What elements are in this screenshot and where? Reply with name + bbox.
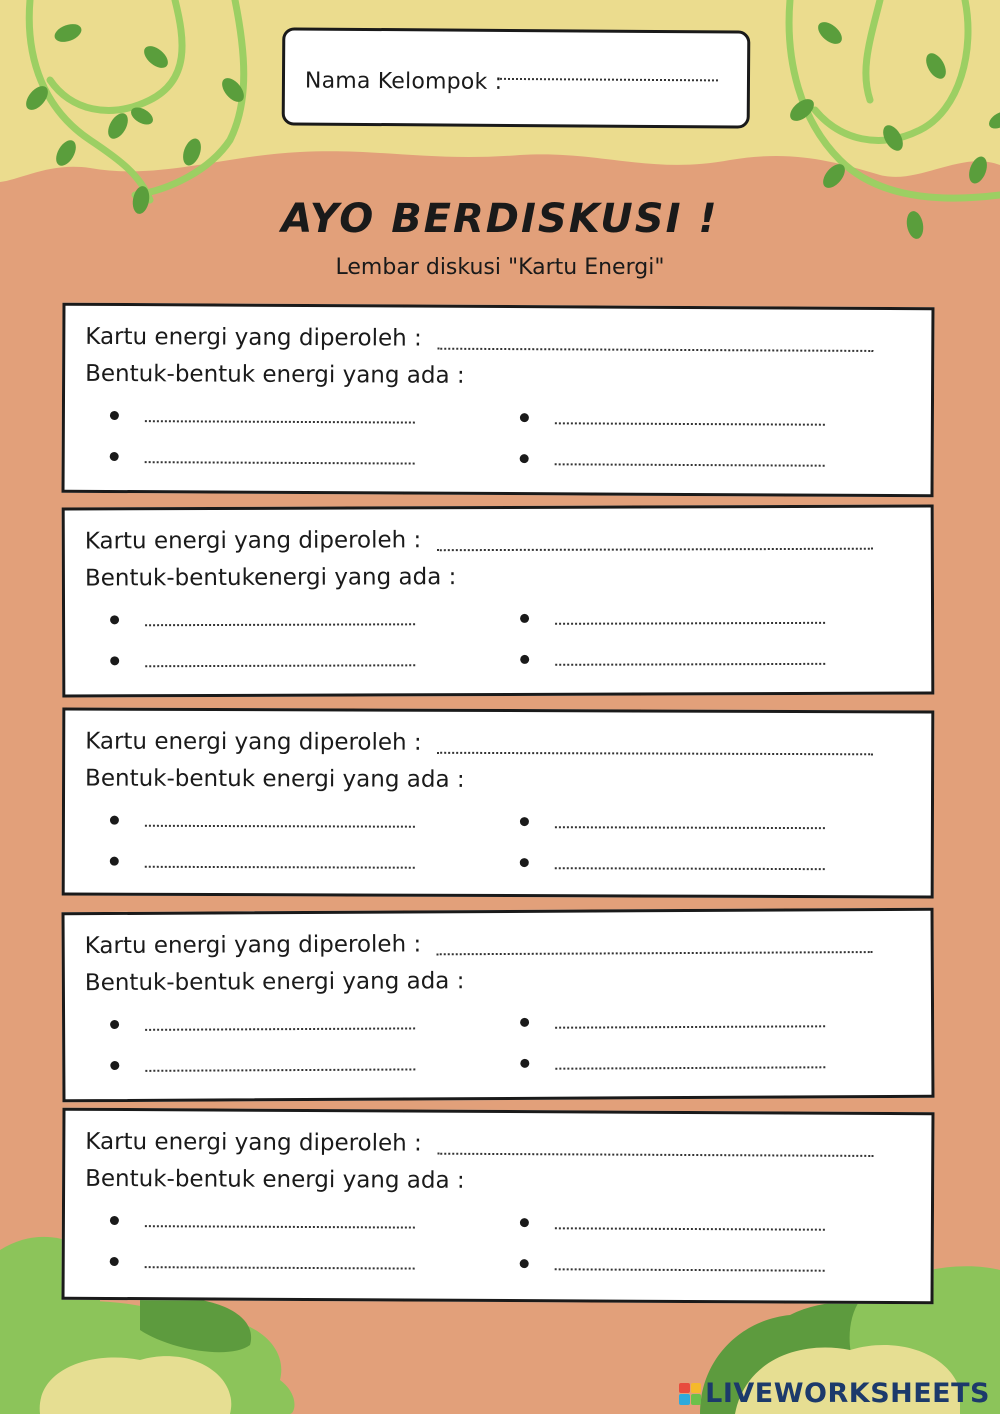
- energy-card-label: Kartu energi yang diperoleh :: [85, 1128, 422, 1157]
- discussion-card: [62, 1108, 935, 1305]
- energy-form-input-line[interactable]: [145, 825, 415, 828]
- bullet-icon: [110, 411, 119, 420]
- liveworksheets-watermark: [679, 1378, 990, 1409]
- energy-forms-label: Bentuk-bentuk energi yang ada :: [84, 968, 465, 997]
- energy-form-input-line[interactable]: [555, 1025, 825, 1028]
- energy-form-input-line[interactable]: [555, 663, 825, 666]
- energy-form-input-line[interactable]: [555, 826, 825, 829]
- energy-forms-label: Bentuk-bentukenergi yang ada :: [84, 564, 457, 592]
- energy-form-input-line[interactable]: [145, 623, 415, 626]
- energy-card-input-line[interactable]: [437, 1153, 873, 1157]
- group-name-label: Nama Kelompok :: [304, 68, 503, 95]
- energy-card-input-line[interactable]: [437, 348, 873, 352]
- energy-form-input-line[interactable]: [145, 1068, 415, 1071]
- energy-form-input-line[interactable]: [145, 461, 415, 464]
- liveworksheets-logo-icon: [679, 1383, 701, 1405]
- bullet-icon: [110, 857, 119, 866]
- energy-card-label: Kartu energi yang diperoleh :: [84, 931, 422, 960]
- energy-form-input-line[interactable]: [555, 463, 825, 466]
- energy-card-input-line[interactable]: [437, 951, 873, 955]
- energy-form-input-line[interactable]: [145, 1225, 415, 1228]
- bullet-icon: [520, 1218, 529, 1227]
- discussion-card: [62, 908, 935, 1103]
- bullet-icon: [110, 656, 119, 665]
- bullet-icon: [520, 817, 529, 826]
- energy-form-input-line[interactable]: [555, 867, 825, 870]
- bullet-icon: [110, 615, 119, 624]
- energy-form-input-line[interactable]: [145, 420, 415, 423]
- energy-card-label: Kartu energi yang diperoleh :: [85, 323, 422, 352]
- page-subtitle: Lembar diskusi "Kartu Energi": [335, 255, 665, 280]
- liveworksheets-text: LIVEWORKSHEETS: [705, 1378, 990, 1409]
- energy-form-input-line[interactable]: [145, 1027, 415, 1030]
- bullet-icon: [520, 655, 529, 664]
- bullet-icon: [110, 1216, 119, 1225]
- bullet-icon: [520, 1259, 529, 1268]
- discussion-card: [62, 303, 935, 498]
- group-name-box: [282, 27, 751, 128]
- bullet-icon: [520, 454, 529, 463]
- energy-card-input-line[interactable]: [437, 752, 873, 756]
- energy-form-input-line[interactable]: [145, 664, 415, 667]
- energy-card-input-line[interactable]: [437, 548, 873, 552]
- energy-form-input-line[interactable]: [555, 622, 825, 625]
- energy-form-input-line[interactable]: [145, 1266, 415, 1269]
- energy-forms-label: Bentuk-bentuk energi yang ada :: [85, 1165, 465, 1194]
- energy-form-input-line[interactable]: [555, 422, 825, 425]
- bullet-icon: [110, 1061, 119, 1070]
- bullet-icon: [520, 413, 529, 422]
- bullet-icon: [110, 1020, 119, 1029]
- bullet-icon: [110, 1257, 119, 1266]
- discussion-card: [62, 504, 935, 697]
- bullet-icon: [520, 1059, 529, 1068]
- energy-form-input-line[interactable]: [145, 866, 415, 869]
- bullet-icon: [110, 816, 119, 825]
- page-title: AYO BERDISKUSI !: [281, 196, 719, 242]
- energy-card-label: Kartu energi yang diperoleh :: [84, 527, 422, 555]
- energy-forms-label: Bentuk-bentuk energi yang ada :: [85, 765, 465, 793]
- group-name-input-line[interactable]: [500, 78, 718, 82]
- bullet-icon: [520, 858, 529, 867]
- energy-form-input-line[interactable]: [555, 1268, 825, 1271]
- bullet-icon: [520, 614, 529, 623]
- energy-form-input-line[interactable]: [555, 1066, 825, 1069]
- bullet-icon: [520, 1018, 529, 1027]
- energy-forms-label: Bentuk-bentuk energi yang ada :: [85, 360, 465, 389]
- bullet-icon: [110, 452, 119, 461]
- energy-form-input-line[interactable]: [555, 1227, 825, 1230]
- discussion-card: [62, 707, 935, 898]
- energy-card-label: Kartu energi yang diperoleh :: [85, 728, 422, 756]
